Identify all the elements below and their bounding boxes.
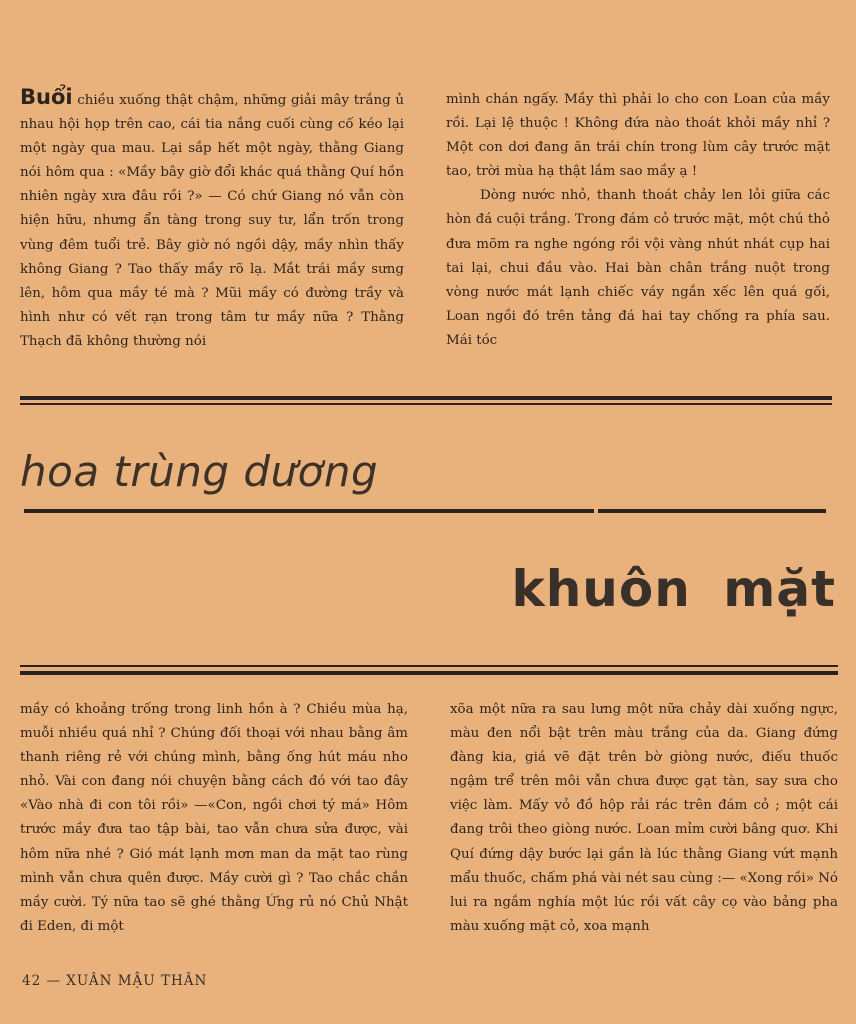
title-rule-right [598, 509, 826, 513]
dropcap-word: Buổi [20, 85, 73, 109]
top-right-paragraph-2: Dòng nước nhỏ, thanh thoát chảy len lỏi giữa các hòn đá cuội trắng. Trong đám cỏ trước mặt, một chú thỏ đưa mõm ra nghe ngóng rồi vội vàng nhút nhát cụp hai tai lại, chui đầu vào. Hai bàn chân trắng nuột trong vòng nước mát lạnh chiếc váy ngắn xếc lên quá gối, Loan ngồi đó trên tảng đá hai tay chống ra phía sau. Mái tóc [446, 188, 830, 348]
story-title-line-2: khuôn mặt [511, 560, 836, 618]
upper-rule-thick [20, 396, 832, 400]
lower-rule-thin [20, 665, 838, 667]
lower-rule-thick [20, 671, 838, 675]
bottom-right-paragraph: xõa một nữa ra sau lưng một nữa chảy dài xuống ngực, màu đen nổi bật trên màu trắng của da. Giang đứng đàng kia, giá vẽ đặt trên bờ giòng nước, điếu thuốc ngậm trể trên môi vẫn chưa được gạt tàn, say sưa cho việc làm. Mấy vỏ đồ hộp rải rác trên đám cỏ ; một cái đang trôi theo giòng nước. Loan mỉm cười bâng quơ. Khi Quí đứng dậy bước lại gần là lúc thằng Giang vứt mạnh mẩu thuốc, chấm phá vài nét sau cùng :— «Xong rồi» Nó lui ra ngắm nghía một lúc rồi vất cây cọ vào bảng pha màu xuống mặt cỏ, xoa mạnh [450, 702, 838, 934]
bottom-right-column [450, 698, 838, 939]
title-rule-left [24, 509, 594, 513]
page-footer [22, 973, 207, 989]
upper-rule-thin [20, 403, 832, 405]
page-number: 42 [22, 973, 42, 989]
story-title-line-1: hoa trùng dương [20, 447, 379, 496]
top-left-column [20, 85, 404, 354]
top-right-paragraph-1: mình chán ngấy. Mầy thì phải lo cho con Loan của mầy rồi. Lại lệ thuộc ! Không đứa nào thoát khỏi mầy nhỉ ? Một con dơi đang ăn trái chín trong lùm cây trước mặt tao, trời mùa hạ thật lắm sao mầy ạ ! [446, 92, 830, 180]
issue-name: XUÂN MẬU THÂN [66, 973, 208, 989]
footer-dash: — [46, 973, 61, 989]
bottom-left-column [20, 698, 408, 939]
top-right-column [446, 88, 830, 353]
opening-text: chiều xuống thật chậm, những giải mây trắng ủ nhau hội họp trên cao, cái tia nắng cuối cùng cố kéo lại một ngày qua mau. Lại sắp hết một ngày, thằng Giang nói hôm qua : «Mầy bây giờ đổi khác quá thằng Quí hồn nhiên ngày xưa đâu rồi ?» — Có chứ Giang nó vẫn còn hiện hữu, nhưng ẩn tàng trong suy tư, lẩn trốn trong vùng đêm tuổi trẻ. Bây giờ nó ngồi dậy, mầy nhìn thấy không Giang ? Tao thấy mầy rõ lạ. Mắt trái mầy sưng lên, hôm qua mầy té mà ? Mũi mầy có đường trầy và hình như có vết rạn trong tâm tư mầy nữa ? Thằng Thạch đã không thường nói [20, 93, 404, 349]
opening-paragraph [20, 85, 404, 354]
bottom-left-paragraph: mầy có khoảng trống trong linh hồn à ? Chiều mùa hạ, muỗi nhiều quá nhỉ ? Chúng đối thoại với nhau bằng âm thanh riêng rẻ với chúng mình, bằng ống hút máu nho nhỏ. Vài con đang nói chuyện bằng cách đó với tao đây «Vào nhà đi con tôi rồi» —«Con, ngồi chơi tý má» Hôm trước mầy đưa tao tập bài, tao vẫn chưa sửa được, vài hôm nữa nhé ? Gió mát lạnh mơn man da mặt tao rùng mình vẫn chưa quên được. Mầy cười gì ? Tao chắc chắn mầy cười. Tý nữa tao sẽ ghé thằng Ứng rủ nó Chủ Nhật đi Eden, đi một [20, 702, 408, 934]
